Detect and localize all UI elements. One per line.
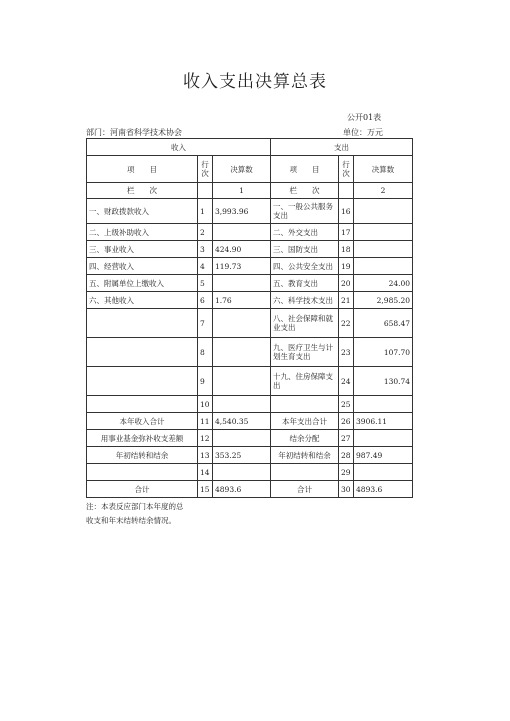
- table-row: [87, 241, 413, 258]
- expense-item-cell: 本年支出合计: [271, 413, 339, 430]
- income-rowno-cell: 11: [198, 413, 213, 430]
- expense-amount-cell: [354, 430, 413, 447]
- expense-amount-cell: 130.74: [354, 367, 413, 396]
- income-rowno-cell: 10: [198, 396, 213, 413]
- column-index-row: [87, 183, 413, 199]
- form-number: 公开01表: [347, 113, 382, 122]
- expense-rowno-cell: 25: [339, 396, 354, 413]
- income-amount-cell: 1.76: [213, 292, 271, 309]
- expense-amount-cell: [354, 258, 413, 275]
- income-amount-cell: [213, 367, 271, 396]
- income-rowno-header: 行次: [198, 156, 213, 183]
- expense-item-cell: 四、公共安全支出: [271, 258, 339, 275]
- section-header-row: [87, 139, 413, 156]
- expense-item-cell: 合计: [271, 481, 339, 498]
- income-rowno-cell: 9: [198, 367, 213, 396]
- column-header-row: [87, 156, 413, 183]
- expense-amount-cell: [354, 199, 413, 224]
- expense-item-cell: 二、外交支出: [271, 224, 339, 241]
- unit-label: 单位：万元: [343, 128, 383, 137]
- expense-item-cell: 年初结转和结余: [271, 447, 339, 464]
- expense-rowno-header: 行次: [339, 156, 354, 183]
- expense-amount-cell: [354, 241, 413, 258]
- expense-item-cell: 十九、住房保障支出: [271, 367, 339, 396]
- income-amount-cell: [213, 309, 271, 338]
- income-rowno-cell: 4: [198, 258, 213, 275]
- income-rowno-cell: 12: [198, 430, 213, 447]
- income-item-cell: [87, 396, 198, 413]
- income-item-cell: [87, 309, 198, 338]
- income-amount-cell: 4,540.35: [213, 413, 271, 430]
- income-item-cell: 五、附属单位上缴收入: [87, 275, 198, 292]
- table-row: [87, 430, 413, 447]
- income-item-cell: [87, 367, 198, 396]
- expense-rowno-cell: 17: [339, 224, 354, 241]
- budget-table: [86, 138, 413, 498]
- table-row: [87, 258, 413, 275]
- page-title: 收入支出决算总表: [183, 72, 327, 92]
- expense-item-cell: 结余分配: [271, 430, 339, 447]
- table-row: [87, 199, 413, 224]
- expense-rowno-cell: 23: [339, 338, 354, 367]
- income-rowno-cell: 13: [198, 447, 213, 464]
- expense-header: 支出: [271, 139, 413, 156]
- income-item-cell: 三、事业收入: [87, 241, 198, 258]
- expense-rowno-cell: 28: [339, 447, 354, 464]
- income-item-cell: 一、财政拨款收入: [87, 199, 198, 224]
- table-row: [87, 367, 413, 396]
- table-row: [87, 413, 413, 430]
- expense-item-cell: [271, 396, 339, 413]
- expense-col-blank: [339, 183, 354, 199]
- income-rowno-cell: 14: [198, 464, 213, 481]
- income-item-cell: 六、其他收入: [87, 292, 198, 309]
- income-amount-header: 决算数: [213, 156, 271, 183]
- expense-rowno-cell: 16: [339, 199, 354, 224]
- income-item-cell: 用事业基金弥补收支差额: [87, 430, 198, 447]
- income-amount-cell: [213, 396, 271, 413]
- expense-amount-cell: [354, 396, 413, 413]
- expense-amount-cell: 2,985.20: [354, 292, 413, 309]
- income-rowno-cell: 15: [198, 481, 213, 498]
- income-rowno-cell: 6: [198, 292, 213, 309]
- income-amount-cell: [213, 464, 271, 481]
- income-rowno-cell: 1: [198, 199, 213, 224]
- expense-item-cell: 八、社会保障和就业支出: [271, 309, 339, 338]
- expense-rowno-cell: 19: [339, 258, 354, 275]
- expense-amount-cell: 3906.11: [354, 413, 413, 430]
- expense-rowno-cell: 27: [339, 430, 354, 447]
- income-amount-cell: [213, 338, 271, 367]
- footnote-line-2: 收支和年末结转结余情况。: [86, 516, 176, 525]
- expense-amount-cell: 4893.6: [354, 481, 413, 498]
- income-item-cell: 四、经营收入: [87, 258, 198, 275]
- income-amount-cell: 3,993.96: [213, 199, 271, 224]
- income-item-cell: 本年收入合计: [87, 413, 198, 430]
- expense-item-cell: 五、教育支出: [271, 275, 339, 292]
- expense-col-number: 2: [354, 183, 413, 199]
- expense-amount-cell: 658.47: [354, 309, 413, 338]
- table-row: [87, 481, 413, 498]
- footnote-line-1: 注：本表反应部门本年度的总: [86, 502, 184, 511]
- income-rowno-cell: 3: [198, 241, 213, 258]
- income-col-number: 1: [213, 183, 271, 199]
- income-amount-cell: 424.90: [213, 241, 271, 258]
- income-col-blank: [198, 183, 213, 199]
- expense-rowno-cell: 20: [339, 275, 354, 292]
- expense-item-cell: 九、医疗卫生与计划生育支出: [271, 338, 339, 367]
- income-amount-cell: 4893.6: [213, 481, 271, 498]
- income-rowno-cell: 7: [198, 309, 213, 338]
- table-row: [87, 292, 413, 309]
- income-amount-cell: 353.25: [213, 447, 271, 464]
- expense-rowno-cell: 30: [339, 481, 354, 498]
- expense-rowno-cell: 29: [339, 464, 354, 481]
- income-item-header: 项 目: [87, 156, 198, 183]
- expense-amount-cell: 107.70: [354, 338, 413, 367]
- income-item-cell: 二、上级补助收入: [87, 224, 198, 241]
- expense-amount-header: 决算数: [354, 156, 413, 183]
- income-item-cell: [87, 464, 198, 481]
- table-row: [87, 224, 413, 241]
- expense-item-cell: 六、科学技术支出: [271, 292, 339, 309]
- table-row: [87, 464, 413, 481]
- expense-rowno-cell: 22: [339, 309, 354, 338]
- income-amount-cell: [213, 430, 271, 447]
- table-row: [87, 275, 413, 292]
- expense-amount-cell: [354, 464, 413, 481]
- table-row: [87, 338, 413, 367]
- expense-rowno-cell: 24: [339, 367, 354, 396]
- expense-rowno-cell: 26: [339, 413, 354, 430]
- table-row: [87, 447, 413, 464]
- income-col-label: 栏 次: [87, 183, 198, 199]
- income-item-cell: 合计: [87, 481, 198, 498]
- footnote: [86, 500, 184, 528]
- expense-item-cell: 三、国防支出: [271, 241, 339, 258]
- income-header: 收入: [87, 139, 271, 156]
- expense-col-label: 栏 次: [271, 183, 339, 199]
- income-amount-cell: [213, 275, 271, 292]
- income-amount-cell: 119.73: [213, 258, 271, 275]
- expense-item-header: 项 目: [271, 156, 339, 183]
- expense-amount-cell: [354, 224, 413, 241]
- income-item-cell: 年初结转和结余: [87, 447, 198, 464]
- expense-amount-cell: 987.49: [354, 447, 413, 464]
- income-rowno-cell: 2: [198, 224, 213, 241]
- expense-amount-cell: 24.00: [354, 275, 413, 292]
- income-amount-cell: [213, 224, 271, 241]
- expense-rowno-cell: 18: [339, 241, 354, 258]
- income-rowno-cell: 5: [198, 275, 213, 292]
- expense-item-cell: 一、一般公共服务支出: [271, 199, 339, 224]
- income-item-cell: [87, 338, 198, 367]
- expense-rowno-cell: 21: [339, 292, 354, 309]
- department-label: 部门：河南省科学技术协会: [86, 128, 182, 137]
- income-rowno-cell: 8: [198, 338, 213, 367]
- table-row: [87, 309, 413, 338]
- table-row: [87, 396, 413, 413]
- expense-item-cell: [271, 464, 339, 481]
